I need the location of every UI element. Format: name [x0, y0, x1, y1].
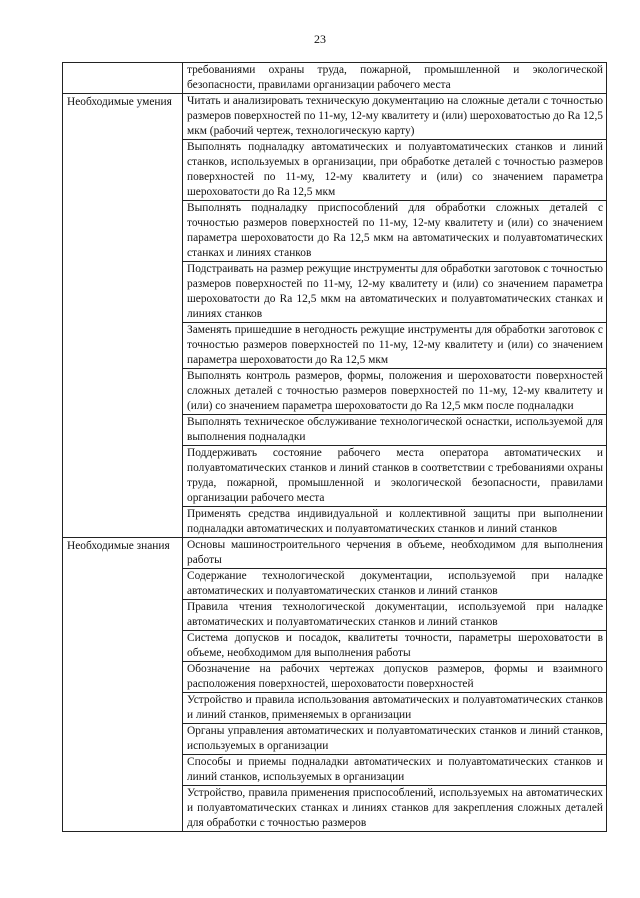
knowledge-item: Устройство, правила применения приспособлений, используемых на автоматических и полуавтоматических станках и линиях станков для закрепления сложных деталей для обработки с точностью размеров: [183, 786, 607, 832]
row-label: [63, 63, 183, 94]
table-row: [63, 538, 607, 569]
table-row: [63, 94, 607, 140]
skill-item: Заменять пришедшие в негодность режущие инструменты для обработки заготовок с точностью размеров поверхностей по 11-му, 12-му квалитету и (или) со значением параметра шероховатости до Ra 12,5 мкм: [183, 323, 607, 369]
skill-item: Выполнять контроль размеров, формы, положения и шероховатости поверхностей сложных деталей с точностью размеров поверхностей по 11-му, 12-му квалитету и (или) со значением параметра шероховатости до Ra 12,5 мкм после подналадки: [183, 369, 607, 415]
knowledge-item: Органы управления автоматических и полуавтоматических станков и линий станков, используемых в организации: [183, 724, 607, 755]
table-row: [63, 63, 607, 94]
skill-item: Выполнять подналадку приспособлений для обработки сложных деталей с точностью размеров поверхностей по 11-му, 12-му квалитету и (или) со значением параметра шероховатости до Ra 12,5 мкм на автоматических и полуавтоматических станках и линиях станков: [183, 201, 607, 262]
row-label-knowledge: Необходимые знания: [63, 538, 183, 832]
skill-item: Применять средства индивидуальной и коллективной защиты при выполнении подналадки автоматических и полуавтоматических станков и линий станков: [183, 507, 607, 538]
knowledge-item: Устройство и правила использования автоматических и полуавтоматических станков и линий станков, применяемых в организации: [183, 693, 607, 724]
knowledge-item: Система допусков и посадок, квалитеты точности, параметры шероховатости в объеме, необходимом для выполнения работы: [183, 631, 607, 662]
skill-item: Выполнять подналадку автоматических и полуавтоматических станков и линий станков, используемых в организации, при обработке деталей с точностью размеров поверхностей по 11-му, 12-му квалитету и (или) со значением параметра шероховатости до Ra 12,5 мкм: [183, 140, 607, 201]
qualification-table: [62, 62, 607, 832]
knowledge-item: Обозначение на рабочих чертежах допусков размеров, формы и взаимного расположения поверхностей, шероховатости поверхностей: [183, 662, 607, 693]
knowledge-item: Правила чтения технологической документации, используемой при наладке автоматических и полуавтоматических станков и линий станков: [183, 600, 607, 631]
page-number: 23: [314, 32, 326, 46]
skill-item: Подстраивать на размер режущие инструменты для обработки заготовок с точностью размеров поверхностей по 11-му, 12-му квалитету и (или) со значением параметра шероховатости до Ra 12,5 мкм на автоматических и полуавтоматических станках и линиях станков: [183, 262, 607, 323]
row-label-skills: Необходимые умения: [63, 94, 183, 538]
skill-item: Поддерживать состояние рабочего места оператора автоматических и полуавтоматических станков и линий станков в соответствии с требованиями охраны труда, пожарной, промышленной и экологической безопасности, правилами организации рабочего места: [183, 446, 607, 507]
knowledge-item: Основы машиностроительного черчения в объеме, необходимом для выполнения работы: [183, 538, 607, 569]
requirement-cell: требованиями охраны труда, пожарной, промышленной и экологической безопасности, правилами организации рабочего места: [183, 63, 607, 94]
skill-item: Выполнять техническое обслуживание технологической оснастки, используемой для выполнения подналадки: [183, 415, 607, 446]
knowledge-item: Способы и приемы подналадки автоматических и полуавтоматических станков и линий станков, используемых в организации: [183, 755, 607, 786]
knowledge-item: Содержание технологической документации, используемой при наладке автоматических и полуавтоматических станков и линий станков: [183, 569, 607, 600]
skill-item: Читать и анализировать техническую документацию на сложные детали с точностью размеров поверхностей по 11-му, 12-му квалитету и (или) шероховатостью до Ra 12,5 мкм (рабочий чертеж, технологическую карту): [183, 94, 607, 140]
